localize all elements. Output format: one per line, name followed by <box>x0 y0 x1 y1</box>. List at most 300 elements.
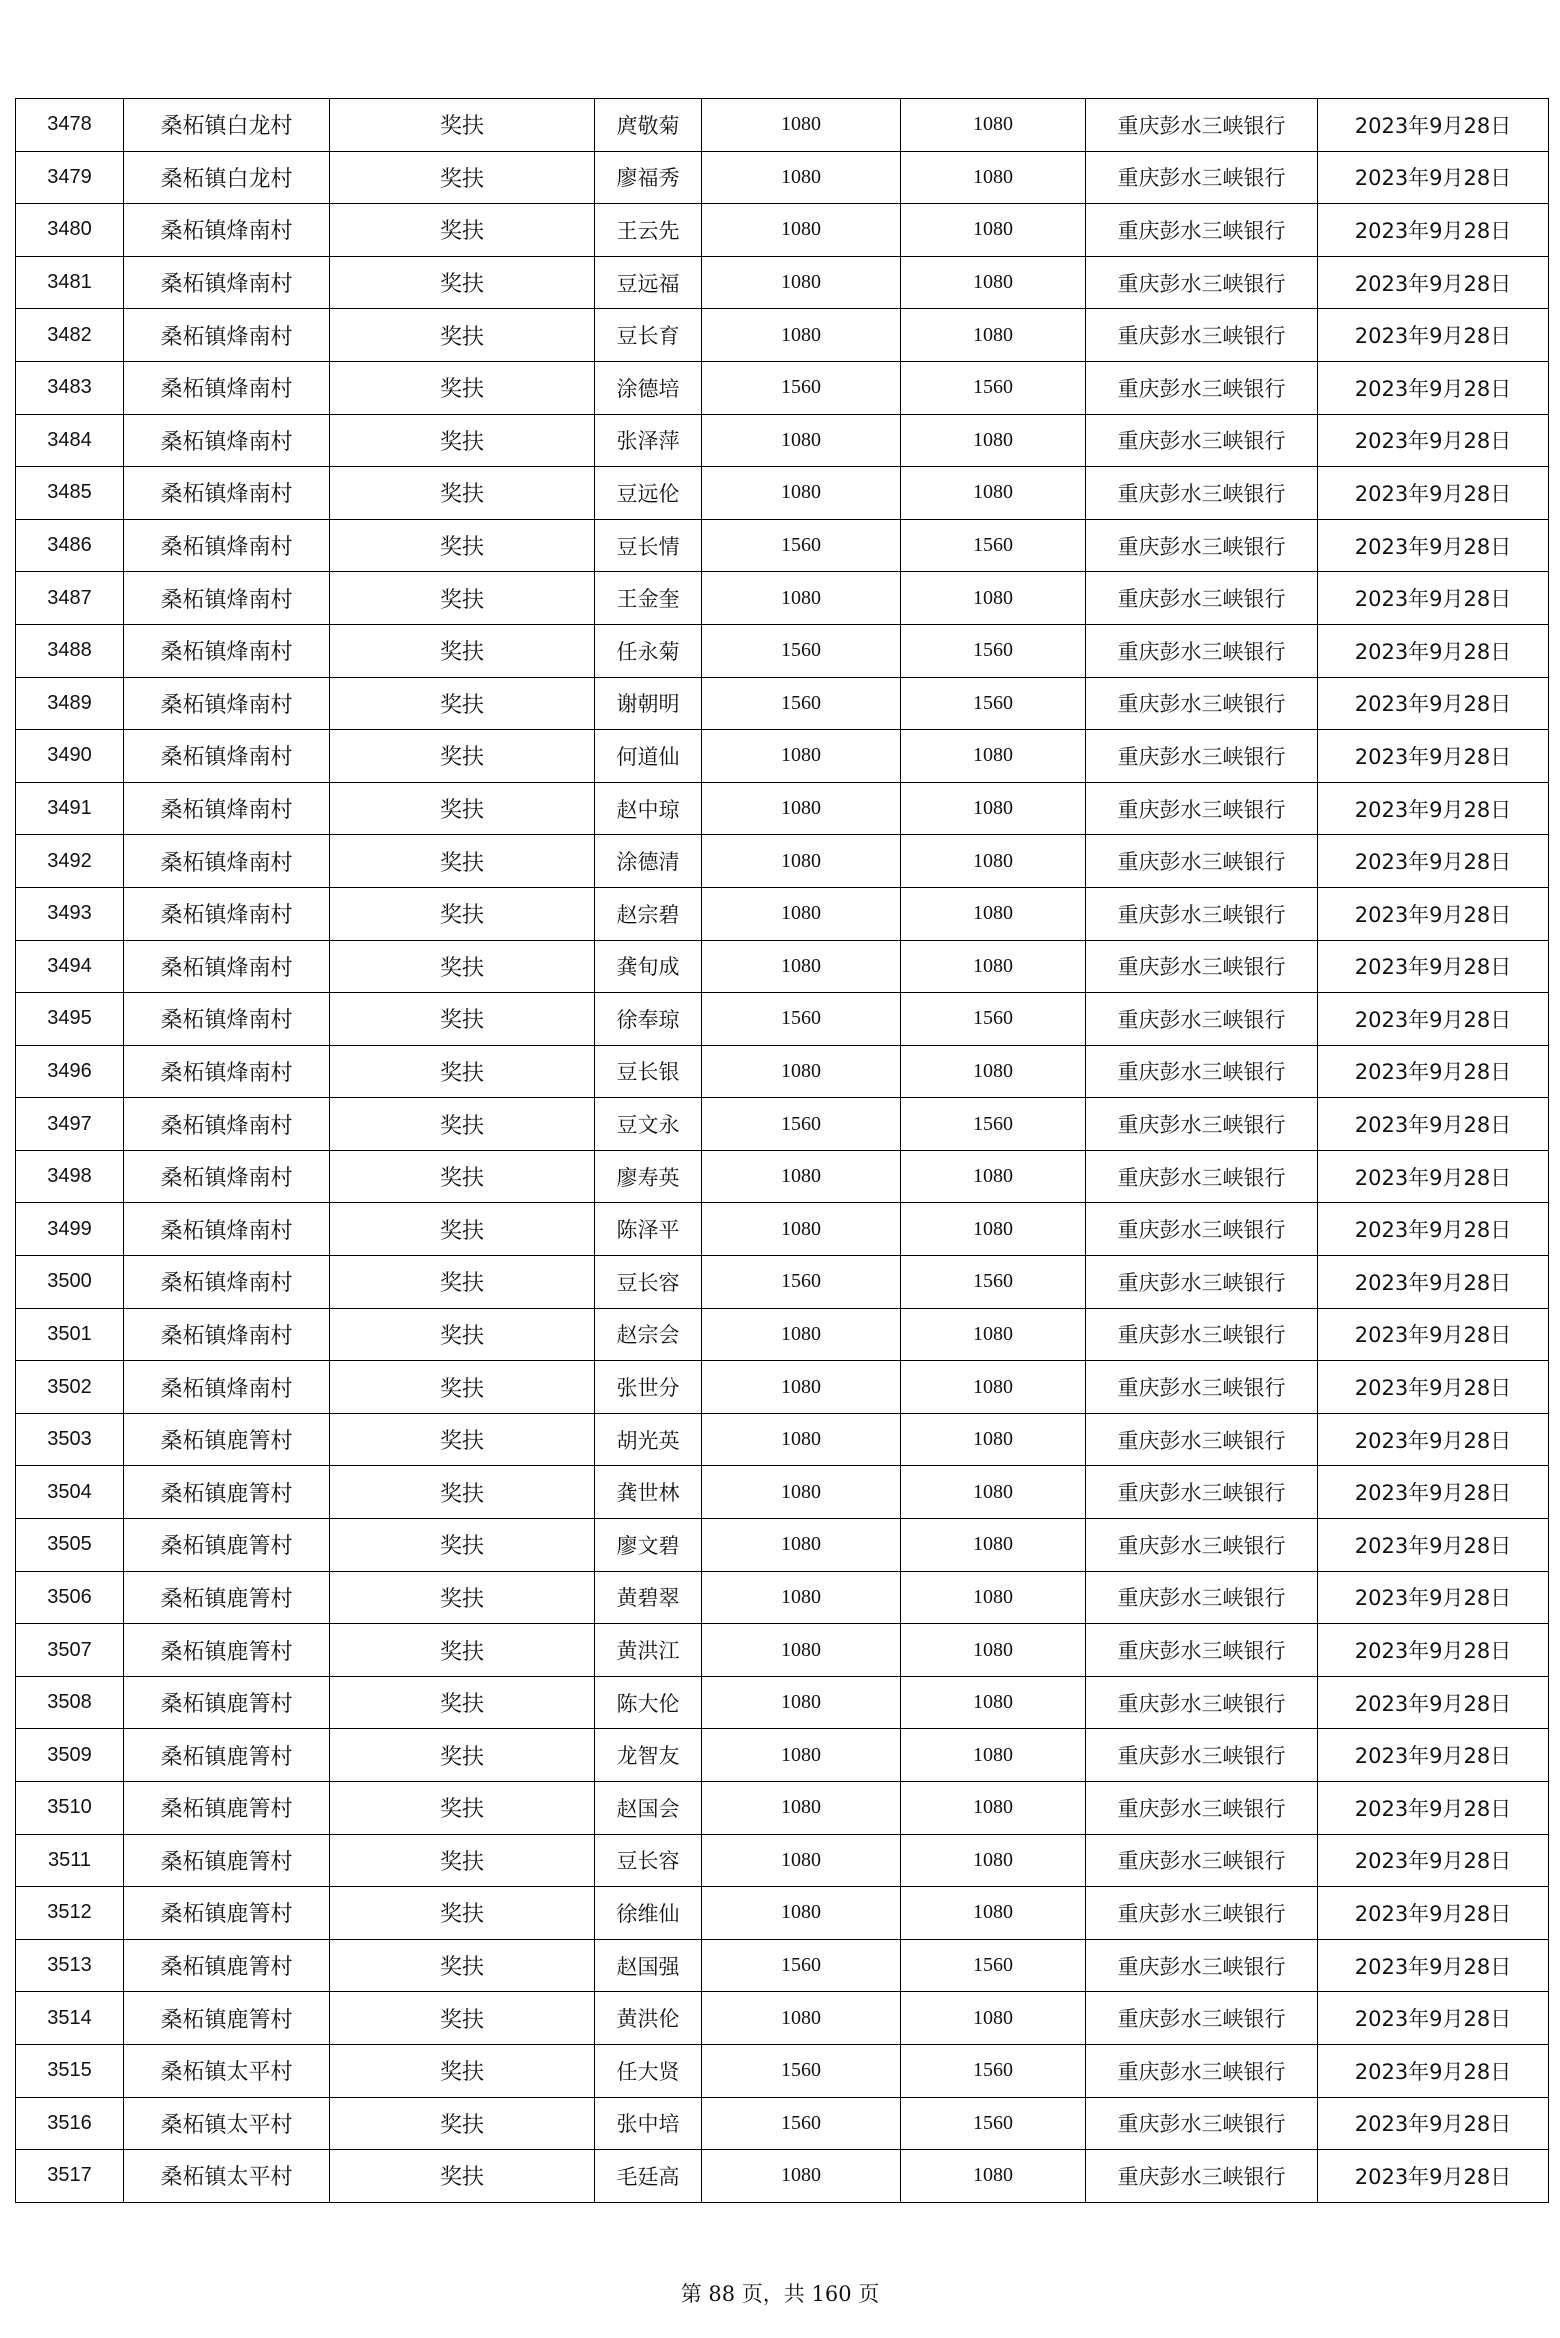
bank-cell: 重庆彭水三峡银行 <box>1086 467 1318 520</box>
recipient-name-cell: 豆长容 <box>595 1834 702 1887</box>
serial-number-cell: 3507 <box>16 1624 124 1677</box>
serial-number-cell: 3478 <box>16 99 124 152</box>
table-row <box>16 1466 1549 1519</box>
date-cell: 2023年9月28日 <box>1318 1834 1549 1887</box>
subsidy-type-cell: 奖扶 <box>330 2150 595 2203</box>
bank-cell: 重庆彭水三峡银行 <box>1086 2097 1318 2150</box>
table-row <box>16 99 1549 152</box>
village-cell: 桑柘镇鹿箐村 <box>124 1624 330 1677</box>
village-cell: 桑柘镇鹿箐村 <box>124 1834 330 1887</box>
paid-amount-cell: 1080 <box>901 887 1086 940</box>
serial-number-cell: 3481 <box>16 256 124 309</box>
subsidy-type-cell: 奖扶 <box>330 467 595 520</box>
table-row <box>16 1045 1549 1098</box>
table-row <box>16 730 1549 783</box>
bank-cell: 重庆彭水三峡银行 <box>1086 151 1318 204</box>
subsidy-type-cell: 奖扶 <box>330 677 595 730</box>
subsidy-type-cell: 奖扶 <box>330 1150 595 1203</box>
amount-cell: 1560 <box>702 624 901 677</box>
serial-number-cell: 3492 <box>16 835 124 888</box>
subsidy-type-cell: 奖扶 <box>330 1571 595 1624</box>
recipient-name-cell: 赵国会 <box>595 1782 702 1835</box>
table-row <box>16 993 1549 1046</box>
bank-cell: 重庆彭水三峡银行 <box>1086 782 1318 835</box>
bank-cell: 重庆彭水三峡银行 <box>1086 940 1318 993</box>
bank-cell: 重庆彭水三峡银行 <box>1086 1361 1318 1414</box>
recipient-name-cell: 徐维仙 <box>595 1887 702 1940</box>
subsidy-type-cell: 奖扶 <box>330 2097 595 2150</box>
village-cell: 桑柘镇烽南村 <box>124 309 330 362</box>
recipient-name-cell: 毛廷高 <box>595 2150 702 2203</box>
village-cell: 桑柘镇鹿箐村 <box>124 1519 330 1572</box>
roster-body <box>16 99 1549 2203</box>
table-row <box>16 361 1549 414</box>
date-cell: 2023年9月28日 <box>1318 99 1549 152</box>
serial-number-cell: 3482 <box>16 309 124 362</box>
serial-number-cell: 3510 <box>16 1782 124 1835</box>
recipient-name-cell: 黄洪江 <box>595 1624 702 1677</box>
subsidy-type-cell: 奖扶 <box>330 1624 595 1677</box>
amount-cell: 1080 <box>702 782 901 835</box>
table-row <box>16 940 1549 993</box>
table-row <box>16 256 1549 309</box>
serial-number-cell: 3479 <box>16 151 124 204</box>
paid-amount-cell: 1080 <box>901 1308 1086 1361</box>
serial-number-cell: 3515 <box>16 2044 124 2097</box>
serial-number-cell: 3491 <box>16 782 124 835</box>
serial-number-cell: 3488 <box>16 624 124 677</box>
amount-cell: 1080 <box>702 204 901 257</box>
paid-amount-cell: 1560 <box>901 993 1086 1046</box>
date-cell: 2023年9月28日 <box>1318 151 1549 204</box>
paid-amount-cell: 1080 <box>901 1782 1086 1835</box>
recipient-name-cell: 豆文永 <box>595 1098 702 1151</box>
paid-amount-cell: 1080 <box>901 572 1086 625</box>
amount-cell: 1080 <box>702 572 901 625</box>
village-cell: 桑柘镇烽南村 <box>124 414 330 467</box>
table-row <box>16 1308 1549 1361</box>
page-number-footer: 第 88 页，共 160 页 <box>680 2282 880 2306</box>
table-row <box>16 2150 1549 2203</box>
paid-amount-cell: 1080 <box>901 467 1086 520</box>
amount-cell: 1080 <box>702 1203 901 1256</box>
subsidy-type-cell: 奖扶 <box>330 887 595 940</box>
table-row <box>16 151 1549 204</box>
village-cell: 桑柘镇太平村 <box>124 2150 330 2203</box>
subsidy-type-cell: 奖扶 <box>330 940 595 993</box>
paid-amount-cell: 1080 <box>901 1361 1086 1414</box>
recipient-name-cell: 赵中琼 <box>595 782 702 835</box>
paid-amount-cell: 1560 <box>901 677 1086 730</box>
table-row <box>16 2097 1549 2150</box>
subsidy-type-cell: 奖扶 <box>330 204 595 257</box>
recipient-name-cell: 胡光英 <box>595 1413 702 1466</box>
recipient-name-cell: 豆远福 <box>595 256 702 309</box>
amount-cell: 1080 <box>702 151 901 204</box>
paid-amount-cell: 1560 <box>901 361 1086 414</box>
recipient-name-cell: 赵国强 <box>595 1939 702 1992</box>
amount-cell: 1080 <box>702 730 901 783</box>
serial-number-cell: 3500 <box>16 1256 124 1309</box>
village-cell: 桑柘镇烽南村 <box>124 730 330 783</box>
bank-cell: 重庆彭水三峡银行 <box>1086 1834 1318 1887</box>
bank-cell: 重庆彭水三峡银行 <box>1086 204 1318 257</box>
subsidy-type-cell: 奖扶 <box>330 1676 595 1729</box>
serial-number-cell: 3516 <box>16 2097 124 2150</box>
paid-amount-cell: 1560 <box>901 1098 1086 1151</box>
amount-cell: 1080 <box>702 1782 901 1835</box>
amount-cell: 1080 <box>702 1624 901 1677</box>
subsidy-type-cell: 奖扶 <box>330 1361 595 1414</box>
recipient-name-cell: 龙智友 <box>595 1729 702 1782</box>
village-cell: 桑柘镇烽南村 <box>124 1045 330 1098</box>
date-cell: 2023年9月28日 <box>1318 1571 1549 1624</box>
paid-amount-cell: 1080 <box>901 1571 1086 1624</box>
date-cell: 2023年9月28日 <box>1318 256 1549 309</box>
date-cell: 2023年9月28日 <box>1318 572 1549 625</box>
table-row <box>16 1413 1549 1466</box>
amount-cell: 1560 <box>702 1098 901 1151</box>
bank-cell: 重庆彭水三峡银行 <box>1086 1676 1318 1729</box>
bank-cell: 重庆彭水三峡银行 <box>1086 1045 1318 1098</box>
bank-cell: 重庆彭水三峡银行 <box>1086 835 1318 888</box>
paid-amount-cell: 1080 <box>901 1624 1086 1677</box>
recipient-name-cell: 何道仙 <box>595 730 702 783</box>
recipient-name-cell: 庹敬菊 <box>595 99 702 152</box>
date-cell: 2023年9月28日 <box>1318 1782 1549 1835</box>
bank-cell: 重庆彭水三峡银行 <box>1086 677 1318 730</box>
serial-number-cell: 3489 <box>16 677 124 730</box>
subsidy-type-cell: 奖扶 <box>330 1256 595 1309</box>
paid-amount-cell: 1080 <box>901 1887 1086 1940</box>
subsidy-type-cell: 奖扶 <box>330 1466 595 1519</box>
village-cell: 桑柘镇烽南村 <box>124 887 330 940</box>
table-row <box>16 1150 1549 1203</box>
subsidy-type-cell: 奖扶 <box>330 2044 595 2097</box>
village-cell: 桑柘镇鹿箐村 <box>124 1992 330 2045</box>
serial-number-cell: 3511 <box>16 1834 124 1887</box>
serial-number-cell: 3514 <box>16 1992 124 2045</box>
subsidy-type-cell: 奖扶 <box>330 782 595 835</box>
date-cell: 2023年9月28日 <box>1318 1624 1549 1677</box>
date-cell: 2023年9月28日 <box>1318 1466 1549 1519</box>
subsidy-type-cell: 奖扶 <box>330 1887 595 1940</box>
serial-number-cell: 3517 <box>16 2150 124 2203</box>
paid-amount-cell: 1560 <box>901 2097 1086 2150</box>
bank-cell: 重庆彭水三峡银行 <box>1086 1887 1318 1940</box>
date-cell: 2023年9月28日 <box>1318 414 1549 467</box>
amount-cell: 1080 <box>702 1466 901 1519</box>
date-cell: 2023年9月28日 <box>1318 361 1549 414</box>
paid-amount-cell: 1080 <box>901 151 1086 204</box>
amount-cell: 1560 <box>702 2097 901 2150</box>
subsidy-type-cell: 奖扶 <box>330 1413 595 1466</box>
village-cell: 桑柘镇烽南村 <box>124 519 330 572</box>
subsidy-type-cell: 奖扶 <box>330 993 595 1046</box>
paid-amount-cell: 1080 <box>901 1413 1086 1466</box>
serial-number-cell: 3499 <box>16 1203 124 1256</box>
subsidy-type-cell: 奖扶 <box>330 1729 595 1782</box>
amount-cell: 1560 <box>702 1939 901 1992</box>
bank-cell: 重庆彭水三峡银行 <box>1086 256 1318 309</box>
serial-number-cell: 3503 <box>16 1413 124 1466</box>
recipient-name-cell: 陈大伦 <box>595 1676 702 1729</box>
table-row <box>16 1519 1549 1572</box>
subsidy-type-cell: 奖扶 <box>330 361 595 414</box>
serial-number-cell: 3485 <box>16 467 124 520</box>
bank-cell: 重庆彭水三峡银行 <box>1086 1413 1318 1466</box>
table-row <box>16 572 1549 625</box>
serial-number-cell: 3484 <box>16 414 124 467</box>
table-row <box>16 204 1549 257</box>
paid-amount-cell: 1080 <box>901 204 1086 257</box>
amount-cell: 1080 <box>702 1361 901 1414</box>
bank-cell: 重庆彭水三峡银行 <box>1086 1466 1318 1519</box>
recipient-name-cell: 王金奎 <box>595 572 702 625</box>
bank-cell: 重庆彭水三峡银行 <box>1086 1782 1318 1835</box>
table-row <box>16 414 1549 467</box>
serial-number-cell: 3483 <box>16 361 124 414</box>
amount-cell: 1080 <box>702 887 901 940</box>
amount-cell: 1080 <box>702 1308 901 1361</box>
date-cell: 2023年9月28日 <box>1318 1150 1549 1203</box>
amount-cell: 1080 <box>702 1519 901 1572</box>
village-cell: 桑柘镇烽南村 <box>124 204 330 257</box>
bank-cell: 重庆彭水三峡银行 <box>1086 361 1318 414</box>
village-cell: 桑柘镇鹿箐村 <box>124 1782 330 1835</box>
amount-cell: 1560 <box>702 677 901 730</box>
bank-cell: 重庆彭水三峡银行 <box>1086 1729 1318 1782</box>
paid-amount-cell: 1080 <box>901 1466 1086 1519</box>
recipient-name-cell: 黄洪伦 <box>595 1992 702 2045</box>
paid-amount-cell: 1080 <box>901 1729 1086 1782</box>
paid-amount-cell: 1560 <box>901 624 1086 677</box>
table-row <box>16 1782 1549 1835</box>
recipient-name-cell: 涂德培 <box>595 361 702 414</box>
village-cell: 桑柘镇鹿箐村 <box>124 1571 330 1624</box>
date-cell: 2023年9月28日 <box>1318 835 1549 888</box>
serial-number-cell: 3494 <box>16 940 124 993</box>
date-cell: 2023年9月28日 <box>1318 1939 1549 1992</box>
table-row <box>16 835 1549 888</box>
subsidy-type-cell: 奖扶 <box>330 99 595 152</box>
serial-number-cell: 3501 <box>16 1308 124 1361</box>
subsidy-type-cell: 奖扶 <box>330 730 595 783</box>
paid-amount-cell: 1080 <box>901 1045 1086 1098</box>
recipient-name-cell: 张世分 <box>595 1361 702 1414</box>
amount-cell: 1080 <box>702 1729 901 1782</box>
serial-number-cell: 3502 <box>16 1361 124 1414</box>
bank-cell: 重庆彭水三峡银行 <box>1086 624 1318 677</box>
amount-cell: 1080 <box>702 1676 901 1729</box>
date-cell: 2023年9月28日 <box>1318 2150 1549 2203</box>
table-row <box>16 1571 1549 1624</box>
bank-cell: 重庆彭水三峡银行 <box>1086 1203 1318 1256</box>
table-row <box>16 624 1549 677</box>
village-cell: 桑柘镇烽南村 <box>124 1361 330 1414</box>
subsidy-type-cell: 奖扶 <box>330 414 595 467</box>
table-row <box>16 467 1549 520</box>
recipient-name-cell: 任大贤 <box>595 2044 702 2097</box>
paid-amount-cell: 1080 <box>901 1834 1086 1887</box>
table-row <box>16 1992 1549 2045</box>
serial-number-cell: 3486 <box>16 519 124 572</box>
subsidy-type-cell: 奖扶 <box>330 256 595 309</box>
recipient-name-cell: 龚世林 <box>595 1466 702 1519</box>
date-cell: 2023年9月28日 <box>1318 204 1549 257</box>
amount-cell: 1560 <box>702 519 901 572</box>
table-row <box>16 1256 1549 1309</box>
recipient-name-cell: 廖文碧 <box>595 1519 702 1572</box>
bank-cell: 重庆彭水三峡银行 <box>1086 2150 1318 2203</box>
serial-number-cell: 3508 <box>16 1676 124 1729</box>
paid-amount-cell: 1080 <box>901 1203 1086 1256</box>
amount-cell: 1080 <box>702 256 901 309</box>
paid-amount-cell: 1080 <box>901 1519 1086 1572</box>
amount-cell: 1080 <box>702 2150 901 2203</box>
recipient-name-cell: 豆远伦 <box>595 467 702 520</box>
date-cell: 2023年9月28日 <box>1318 1413 1549 1466</box>
table-row <box>16 1729 1549 1782</box>
table-row <box>16 519 1549 572</box>
village-cell: 桑柘镇白龙村 <box>124 151 330 204</box>
serial-number-cell: 3493 <box>16 887 124 940</box>
amount-cell: 1080 <box>702 940 901 993</box>
paid-amount-cell: 1080 <box>901 2150 1086 2203</box>
table-row <box>16 1834 1549 1887</box>
table-row <box>16 1098 1549 1151</box>
serial-number-cell: 3490 <box>16 730 124 783</box>
village-cell: 桑柘镇白龙村 <box>124 99 330 152</box>
date-cell: 2023年9月28日 <box>1318 730 1549 783</box>
paid-amount-cell: 1080 <box>901 835 1086 888</box>
date-cell: 2023年9月28日 <box>1318 1045 1549 1098</box>
village-cell: 桑柘镇鹿箐村 <box>124 1939 330 1992</box>
amount-cell: 1560 <box>702 993 901 1046</box>
paid-amount-cell: 1560 <box>901 1256 1086 1309</box>
recipient-name-cell: 谢朝明 <box>595 677 702 730</box>
village-cell: 桑柘镇烽南村 <box>124 1203 330 1256</box>
recipient-name-cell: 廖福秀 <box>595 151 702 204</box>
village-cell: 桑柘镇鹿箐村 <box>124 1413 330 1466</box>
bank-cell: 重庆彭水三峡银行 <box>1086 2044 1318 2097</box>
village-cell: 桑柘镇烽南村 <box>124 256 330 309</box>
amount-cell: 1560 <box>702 361 901 414</box>
bank-cell: 重庆彭水三峡银行 <box>1086 1939 1318 1992</box>
bank-cell: 重庆彭水三峡银行 <box>1086 887 1318 940</box>
date-cell: 2023年9月28日 <box>1318 1256 1549 1309</box>
serial-number-cell: 3497 <box>16 1098 124 1151</box>
recipient-name-cell: 涂德清 <box>595 835 702 888</box>
serial-number-cell: 3495 <box>16 993 124 1046</box>
subsidy-type-cell: 奖扶 <box>330 309 595 362</box>
recipient-name-cell: 黄碧翠 <box>595 1571 702 1624</box>
serial-number-cell: 3513 <box>16 1939 124 1992</box>
serial-number-cell: 3480 <box>16 204 124 257</box>
bank-cell: 重庆彭水三峡银行 <box>1086 1256 1318 1309</box>
subsidy-type-cell: 奖扶 <box>330 1782 595 1835</box>
amount-cell: 1080 <box>702 467 901 520</box>
village-cell: 桑柘镇鹿箐村 <box>124 1887 330 1940</box>
table-row <box>16 782 1549 835</box>
paid-amount-cell: 1080 <box>901 309 1086 362</box>
recipient-name-cell: 豆长容 <box>595 1256 702 1309</box>
village-cell: 桑柘镇烽南村 <box>124 1308 330 1361</box>
subsidy-type-cell: 奖扶 <box>330 1203 595 1256</box>
recipient-name-cell: 豆长银 <box>595 1045 702 1098</box>
bank-cell: 重庆彭水三峡银行 <box>1086 1098 1318 1151</box>
serial-number-cell: 3504 <box>16 1466 124 1519</box>
subsidy-type-cell: 奖扶 <box>330 1098 595 1151</box>
table-row <box>16 309 1549 362</box>
bank-cell: 重庆彭水三峡银行 <box>1086 1992 1318 2045</box>
subsidy-type-cell: 奖扶 <box>330 1308 595 1361</box>
serial-number-cell: 3496 <box>16 1045 124 1098</box>
village-cell: 桑柘镇烽南村 <box>124 1256 330 1309</box>
serial-number-cell: 3498 <box>16 1150 124 1203</box>
subsidy-type-cell: 奖扶 <box>330 519 595 572</box>
village-cell: 桑柘镇太平村 <box>124 2097 330 2150</box>
date-cell: 2023年9月28日 <box>1318 1887 1549 1940</box>
table-row <box>16 1887 1549 1940</box>
date-cell: 2023年9月28日 <box>1318 993 1549 1046</box>
bank-cell: 重庆彭水三峡银行 <box>1086 730 1318 783</box>
recipient-name-cell: 张泽萍 <box>595 414 702 467</box>
village-cell: 桑柘镇烽南村 <box>124 782 330 835</box>
paid-amount-cell: 1560 <box>901 2044 1086 2097</box>
village-cell: 桑柘镇烽南村 <box>124 835 330 888</box>
subsidy-type-cell: 奖扶 <box>330 151 595 204</box>
date-cell: 2023年9月28日 <box>1318 1519 1549 1572</box>
date-cell: 2023年9月28日 <box>1318 1729 1549 1782</box>
table-row <box>16 2044 1549 2097</box>
recipient-name-cell: 豆长情 <box>595 519 702 572</box>
date-cell: 2023年9月28日 <box>1318 467 1549 520</box>
subsidy-type-cell: 奖扶 <box>330 572 595 625</box>
date-cell: 2023年9月28日 <box>1318 624 1549 677</box>
subsidy-type-cell: 奖扶 <box>330 1992 595 2045</box>
recipient-name-cell: 陈泽平 <box>595 1203 702 1256</box>
amount-cell: 1080 <box>702 1150 901 1203</box>
table-row <box>16 1939 1549 1992</box>
amount-cell: 1080 <box>702 99 901 152</box>
village-cell: 桑柘镇烽南村 <box>124 1150 330 1203</box>
village-cell: 桑柘镇鹿箐村 <box>124 1466 330 1519</box>
date-cell: 2023年9月28日 <box>1318 1361 1549 1414</box>
table-row <box>16 1361 1549 1414</box>
recipient-name-cell: 龚旬成 <box>595 940 702 993</box>
village-cell: 桑柘镇鹿箐村 <box>124 1729 330 1782</box>
village-cell: 桑柘镇烽南村 <box>124 467 330 520</box>
table-row <box>16 887 1549 940</box>
bank-cell: 重庆彭水三峡银行 <box>1086 1308 1318 1361</box>
paid-amount-cell: 1080 <box>901 1676 1086 1729</box>
table-row <box>16 1624 1549 1677</box>
recipient-name-cell: 赵宗碧 <box>595 887 702 940</box>
village-cell: 桑柘镇烽南村 <box>124 624 330 677</box>
amount-cell: 1560 <box>702 1256 901 1309</box>
bank-cell: 重庆彭水三峡银行 <box>1086 519 1318 572</box>
subsidy-type-cell: 奖扶 <box>330 1834 595 1887</box>
serial-number-cell: 3512 <box>16 1887 124 1940</box>
bank-cell: 重庆彭水三峡银行 <box>1086 993 1318 1046</box>
date-cell: 2023年9月28日 <box>1318 1203 1549 1256</box>
recipient-name-cell: 赵宗会 <box>595 1308 702 1361</box>
subsidy-type-cell: 奖扶 <box>330 1939 595 1992</box>
amount-cell: 1080 <box>702 1045 901 1098</box>
paid-amount-cell: 1080 <box>901 256 1086 309</box>
amount-cell: 1080 <box>702 414 901 467</box>
